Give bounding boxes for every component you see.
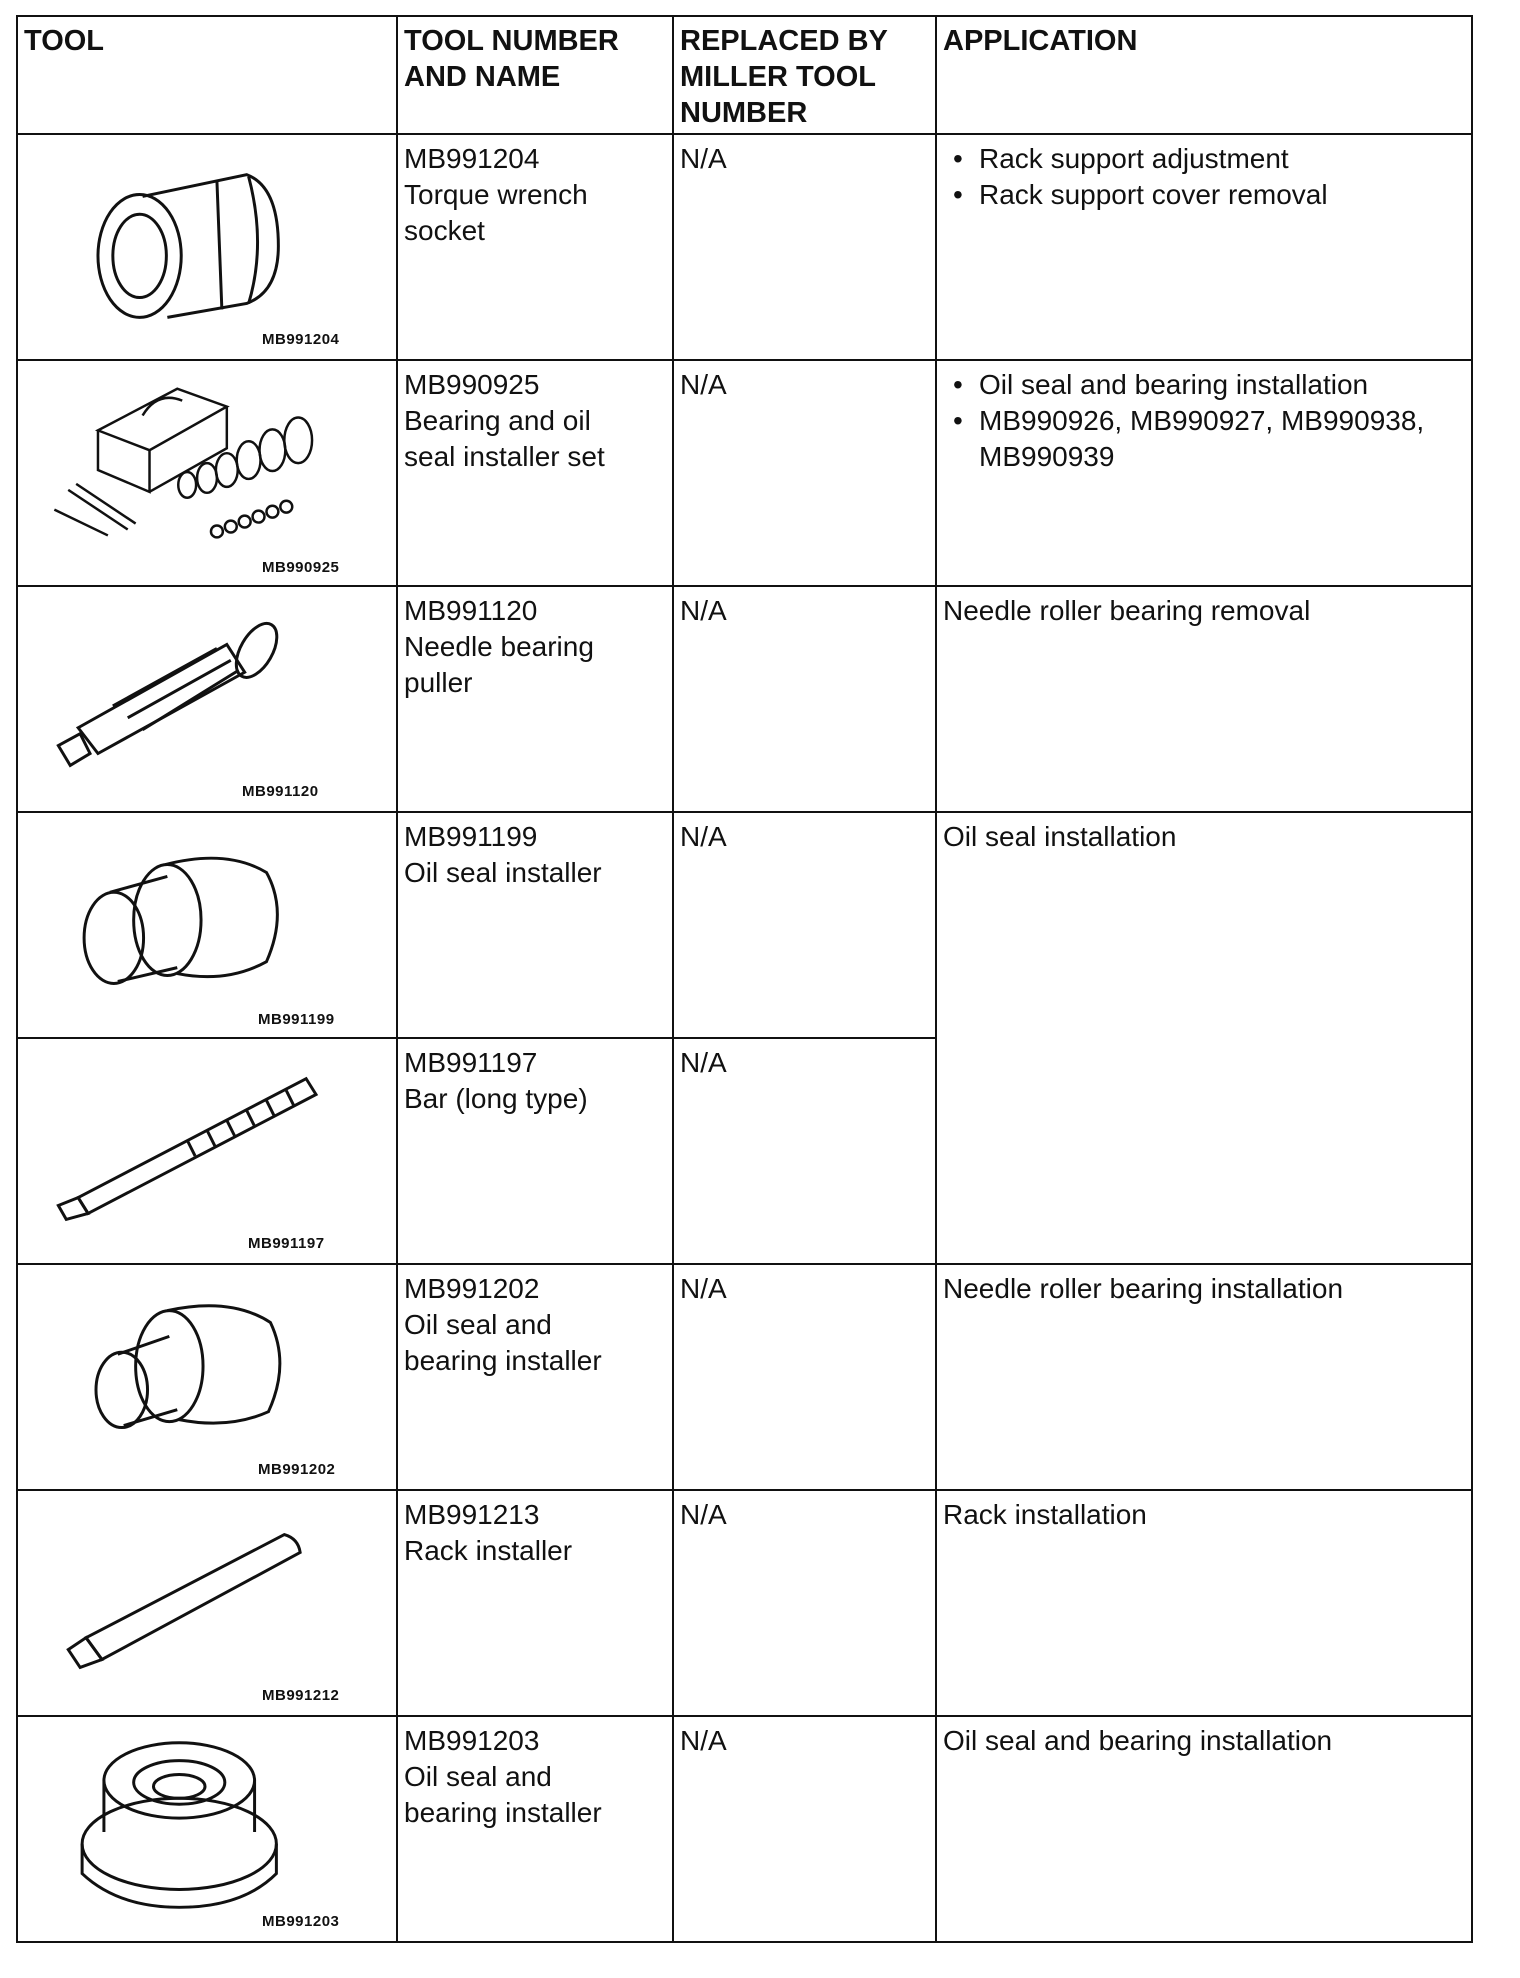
application-bullet: • Rack support adjustment — [943, 141, 1463, 177]
ring-installer-illustration — [18, 1717, 396, 1941]
tool-number-cell — [397, 1038, 673, 1264]
tool-cell — [17, 1716, 397, 1942]
long-bar-illustration — [18, 1039, 396, 1263]
tool-label: MB991204 — [262, 331, 340, 348]
replaced-by-cell: N/A — [673, 1264, 936, 1490]
application-cell: Oil seal installation — [936, 812, 1472, 1264]
tool-name-line: puller — [404, 667, 473, 698]
tool-name-line: Oil seal and — [404, 1761, 552, 1792]
tool-cell — [17, 812, 397, 1038]
table-row — [17, 1490, 1472, 1716]
table-row — [17, 360, 1472, 586]
header-tool-number-and-name: TOOL NUMBER AND NAME — [397, 16, 673, 134]
replaced-by-cell: N/A — [673, 812, 936, 1038]
tool-cell — [17, 134, 397, 360]
tool-number-cell — [397, 812, 673, 1038]
special-tools-table — [16, 15, 1473, 1943]
tool-name-line: bearing installer — [404, 1345, 602, 1376]
table-row — [17, 812, 1472, 1038]
replaced-by-cell: N/A — [673, 586, 936, 812]
application-cell — [936, 360, 1472, 586]
tool-label: MB991199 — [258, 1011, 335, 1028]
tool-name-line: seal installer set — [404, 441, 605, 472]
application-cell: Needle roller bearing installation — [936, 1264, 1472, 1490]
tool-label: MB991212 — [262, 1687, 340, 1704]
tool-name-line: Rack installer — [404, 1535, 573, 1566]
socket-illustration — [18, 135, 396, 359]
tool-number: MB991204 — [404, 143, 540, 174]
tool-cell — [17, 1264, 397, 1490]
application-cell: Rack installation — [936, 1490, 1472, 1716]
tool-number-cell — [397, 134, 673, 360]
tool-label: MB991203 — [262, 1913, 340, 1930]
tool-name-line: Bearing and oil — [404, 405, 591, 436]
replaced-by-cell: N/A — [673, 360, 936, 586]
tool-number: MB991199 — [404, 821, 538, 852]
tool-number-cell — [397, 586, 673, 812]
table-row — [17, 134, 1472, 360]
tool-label: MB990925 — [262, 559, 340, 576]
tool-number-cell — [397, 1490, 673, 1716]
application-bullet: • Oil seal and bearing installation — [943, 367, 1463, 403]
table-row — [17, 1264, 1472, 1490]
table-row — [17, 586, 1472, 812]
tool-name-line: bearing installer — [404, 1797, 602, 1828]
replaced-by-cell: N/A — [673, 1038, 936, 1264]
application-cell — [936, 134, 1472, 360]
tool-number-cell — [397, 1264, 673, 1490]
application-bullet: • Rack support cover removal — [943, 177, 1463, 213]
tool-name-line: Oil seal installer — [404, 857, 602, 888]
tool-name-line: Oil seal and — [404, 1309, 552, 1340]
tool-number: MB991202 — [404, 1273, 540, 1304]
tool-label: MB991202 — [258, 1461, 336, 1478]
tool-name-line: socket — [404, 215, 485, 246]
application-cell: Oil seal and bearing installation — [936, 1716, 1472, 1942]
tool-number-cell — [397, 1716, 673, 1942]
application-cell: Needle roller bearing removal — [936, 586, 1472, 812]
tool-name-line: Bar (long type) — [404, 1083, 588, 1114]
replaced-by-cell: N/A — [673, 134, 936, 360]
tool-number-cell — [397, 360, 673, 586]
header-row — [17, 16, 1472, 134]
tool-number: MB991120 — [404, 595, 538, 626]
tool-number: MB990925 — [404, 369, 540, 400]
header-application: APPLICATION — [936, 16, 1472, 134]
oil-seal-installer-illustration — [18, 813, 396, 1037]
replaced-by-cell: N/A — [673, 1716, 936, 1942]
tool-number: MB991203 — [404, 1725, 540, 1756]
tool-name-line: Torque wrench — [404, 179, 588, 210]
tool-cell — [17, 1490, 397, 1716]
tool-number: MB991197 — [404, 1047, 538, 1078]
installer-set-illustration — [18, 361, 396, 585]
tool-cell — [17, 360, 397, 586]
tool-label: MB991120 — [242, 783, 319, 800]
application-bullet: • MB990926, MB990927, MB990938, MB990939 — [943, 403, 1463, 475]
tool-cell — [17, 586, 397, 812]
tool-number: MB991213 — [404, 1499, 540, 1530]
table-row — [17, 1716, 1472, 1942]
bearing-installer-illustration — [18, 1265, 396, 1489]
header-tool: TOOL — [17, 16, 397, 134]
rack-installer-illustration — [18, 1491, 396, 1715]
tool-name-line: Needle bearing — [404, 631, 594, 662]
header-replaced-by: REPLACED BY MILLER TOOL NUMBER — [673, 16, 936, 134]
tool-label: MB991197 — [248, 1235, 325, 1252]
bearing-puller-illustration — [18, 587, 396, 811]
replaced-by-cell: N/A — [673, 1490, 936, 1716]
tool-cell — [17, 1038, 397, 1264]
